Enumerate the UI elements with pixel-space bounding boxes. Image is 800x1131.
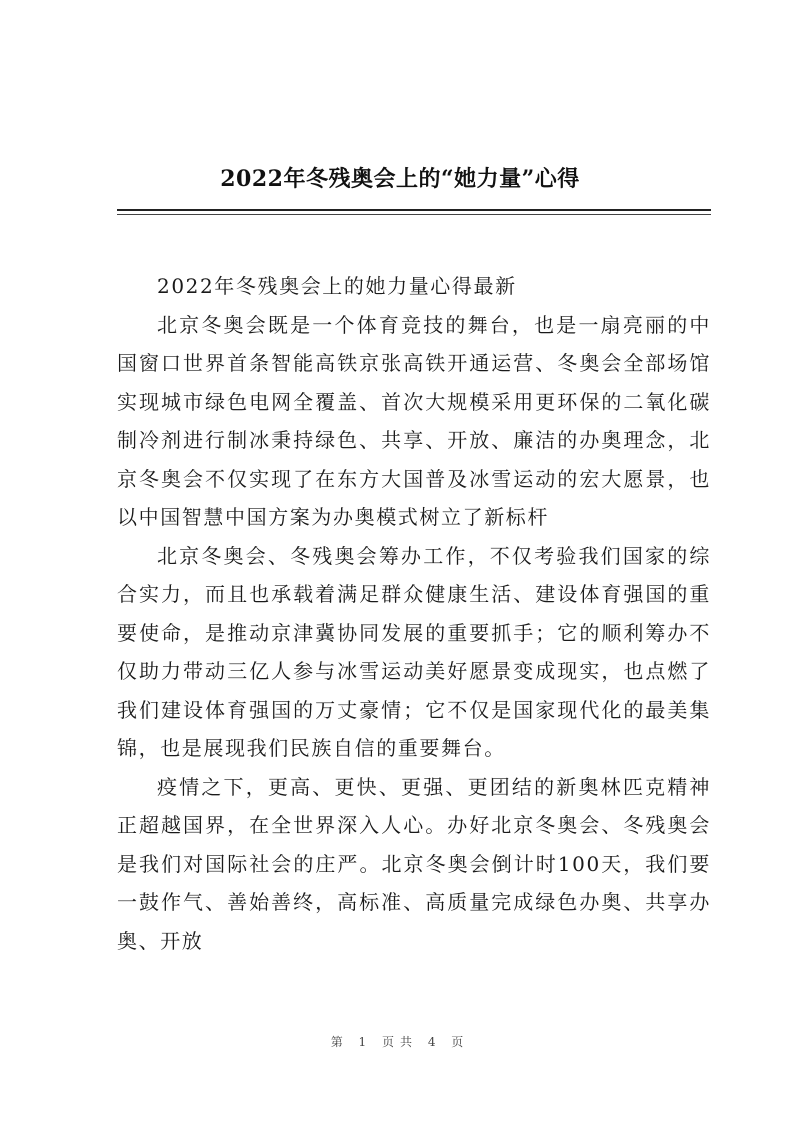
title-divider-thick: [117, 209, 711, 211]
paragraph: 北京冬奥会、冬残奥会筹办工作，不仅考验我们国家的综合实力，而且也承载着满足群众健康生活、建设体育强国的重要使命，是推动京津冀协同发展的重要抓手；它的顺利筹办不仅助力带动三亿人参与冰雪运动美好愿景变成现实，也点燃了我们建设体育强国的万丈豪情；它不仅是国家现代化的最美集锦，也是展现我们民族自信的重要舞台。: [117, 543, 711, 760]
paragraph: 北京冬奥会既是一个体育竞技的舞台，也是一扇亮丽的中国窗口世界首条智能高铁京张高铁开通运营、冬奥会全部场馆实现城市绿色电网全覆盖、首次大规模采用更环保的二氧化碳制冷剂进行制冰秉持绿色、共享、开放、廉洁的办奥理念，北京冬奥会不仅实现了在东方大国普及冰雪运动的宏大愿景，也以中国智慧中国方案为办奥模式树立了新标杆: [117, 312, 711, 529]
paragraph-subtitle: 2022年冬残奥会上的她力量心得最新: [157, 274, 517, 298]
document-body: [117, 267, 711, 960]
paragraph: 疫情之下，更高、更快、更强、更团结的新奥林匹克精神正超越国界，在全世界深入人心。办好北京冬奥会、冬残奥会是我们对国际社会的庄严。北京冬奥会倒计时100天，我们要一鼓作气、善始善终，高标准、高质量完成绿色办奥、共享办奥、开放: [117, 774, 711, 953]
page-number-footer: 第 1 页共 4 页: [330, 1035, 470, 1049]
document-title: 2022年冬残奥会上的“她力量”心得: [220, 166, 580, 192]
title-divider-thin: [117, 214, 711, 215]
